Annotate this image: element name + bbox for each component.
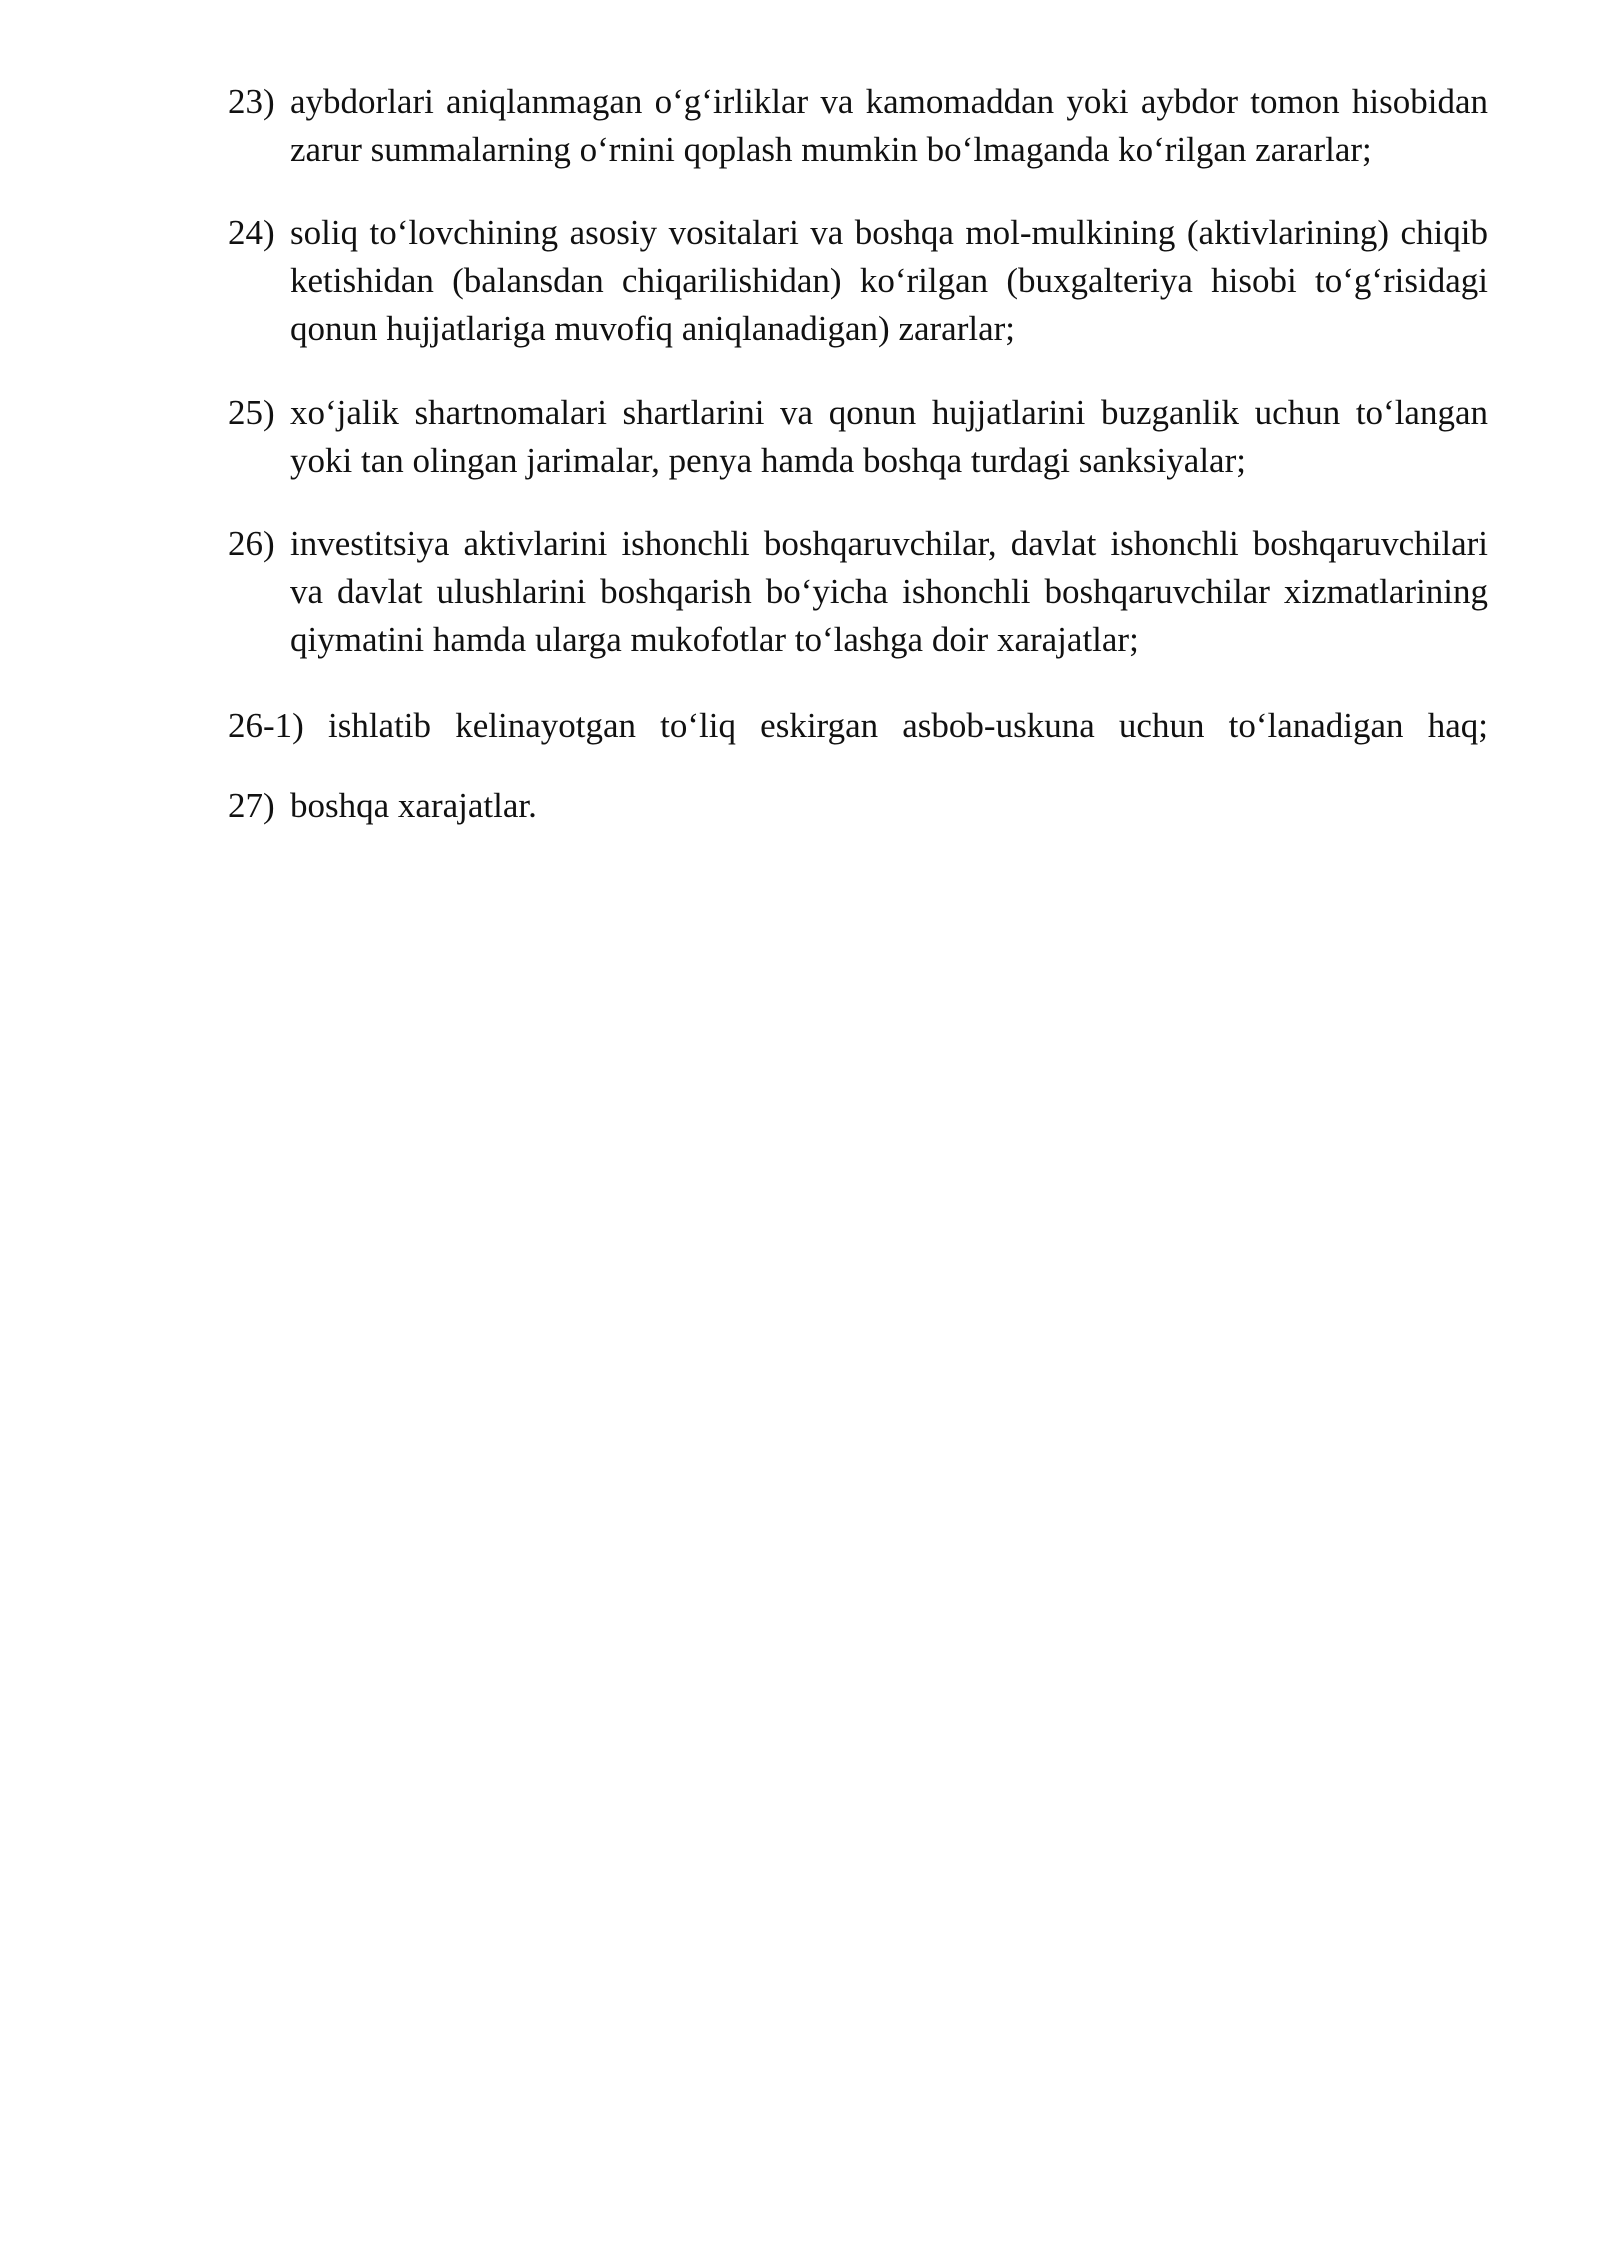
- list-item-number: 26): [228, 524, 275, 563]
- list-item-number: 27): [228, 786, 275, 825]
- list-item-text: aybdorlari aniqlanmagan o‘g‘irliklar va kamomaddan yoki aybdor tomon hisobidan zarur summalarning o‘rnini qoplash mumkin bo‘lmaganda ko‘rilgan zararlar;: [290, 82, 1488, 169]
- list-item-27: [228, 782, 1488, 830]
- list-item-number: 24): [228, 213, 275, 252]
- list-item-text: ishlatib kelinayotgan to‘liq eskirgan asbob-uskuna uchun to‘lanadigan haq;: [327, 706, 1488, 745]
- list-item-text: investitsiya aktivlarini ishonchli boshqaruvchilar, davlat ishonchli boshqaruvchilari va davlat ulushlarini boshqarish bo‘yicha ishonchli boshqaruvchilar xizmatlarining qiymatini hamda ularga mukofotlar to‘lashga doir xarajatlar;: [290, 524, 1488, 659]
- list-item-23: [228, 78, 1488, 174]
- list-item-number: 26-1): [228, 706, 328, 745]
- list-item-number: 23): [228, 82, 275, 121]
- list-item-26-1: [228, 702, 1488, 750]
- list-item-number: 25): [228, 393, 275, 432]
- list-item-text: xo‘jalik shartnomalari shartlarini va qonun hujjatlarini buzganlik uchun to‘langan yoki tan olingan jarimalar, penya hamda boshqa turdagi sanksiyalar;: [290, 393, 1488, 480]
- list-item-24: [228, 209, 1488, 353]
- list-item-text: boshqa xarajatlar.: [290, 786, 537, 825]
- numbered-list: [228, 78, 1488, 830]
- list-item-26: [228, 520, 1488, 664]
- list-item-25: [228, 389, 1488, 485]
- list-item-text: soliq to‘lovchining asosiy vositalari va boshqa mol-mulkining (aktivlarining) chiqib ketishidan (balansdan chiqarilishidan) ko‘rilgan (buxgalteriya hisobi to‘g‘risidagi qonun hujjatlariga muvofiq aniqlanadigan) zararlar;: [290, 213, 1488, 348]
